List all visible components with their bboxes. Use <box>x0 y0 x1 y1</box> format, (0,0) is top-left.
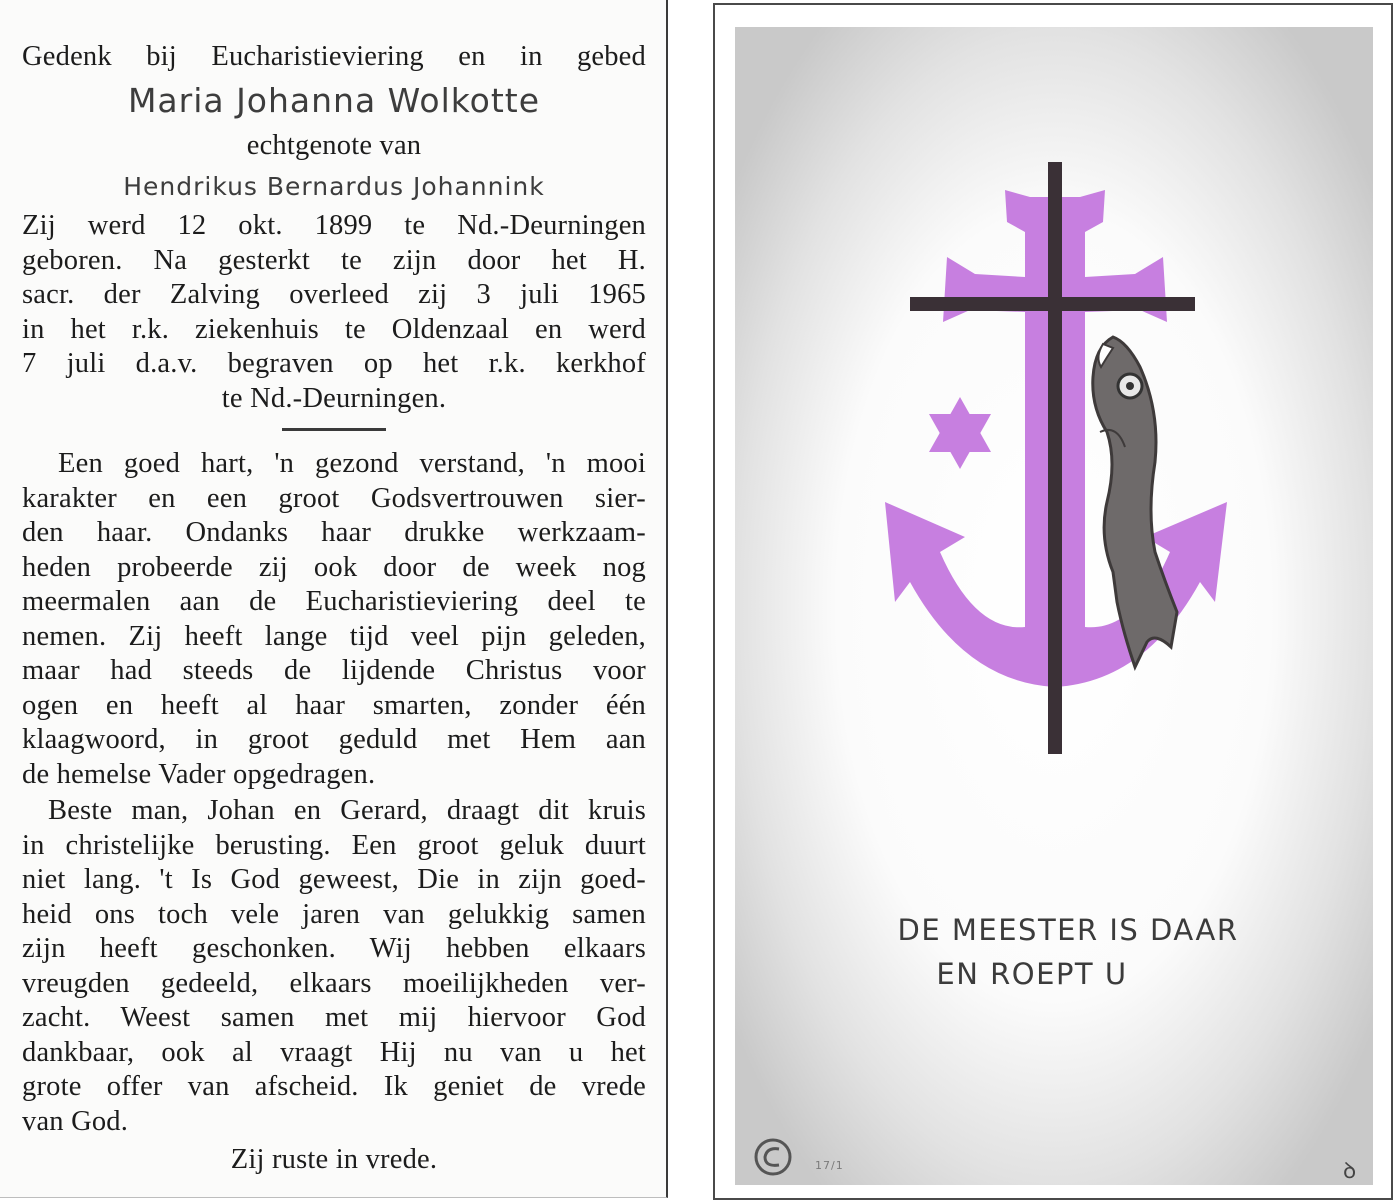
bio-line: Zij werd 12 okt. 1899 te Nd.-Deurningen <box>22 210 646 241</box>
header-line: Gedenk bij Eucharistieviering en in gebed <box>22 41 646 72</box>
bio-line: geboren. Na gesterkt te zijn door het H. <box>22 244 646 276</box>
closing-line: Zij ruste in vrede. <box>230 1144 438 1175</box>
paragraph-line: meermalen aan de Eucharistieviering deel te <box>22 586 646 617</box>
fish-icon <box>1093 337 1177 667</box>
biography <box>22 209 646 416</box>
spouse-name: Hendrikus Bernardus Johannink <box>123 172 545 201</box>
spouse-intro: echtgenote van <box>246 129 422 161</box>
artist-monogram: ꝺ <box>1343 1159 1357 1184</box>
memorial-card-text-side <box>0 0 668 1198</box>
paragraph-line: klaagwoord, in groot geduld met Hem aan <box>22 724 646 755</box>
paragraph-line: in christelijke berusting. Een groot geluk duurt <box>22 829 646 861</box>
memorial-card-picture-side <box>713 3 1393 1200</box>
paragraph-line: karakter en een groot Godsvertrouwen sier- <box>22 482 646 514</box>
motto-line-2: EN ROEPT U <box>936 957 1128 991</box>
paragraph-line: van God. <box>22 1105 129 1137</box>
paragraph-line: zacht. Weest samen met mij hiervoor God <box>22 1002 646 1033</box>
anchor-cross-fish-emblem <box>855 162 1255 762</box>
publisher-mark-icon <box>753 1137 793 1177</box>
bio-line: in het r.k. ziekenhuis te Oldenzaal en werd <box>22 313 646 345</box>
paragraph-line: grote offer van afscheid. Ik geniet de vrede <box>22 1071 646 1102</box>
divider-rule <box>282 428 386 431</box>
vignette-background <box>735 27 1373 1185</box>
paragraph-line: niet lang. 't Is God geweest, Die in zijn goed- <box>22 864 646 895</box>
paragraph-line: Een goed hart, 'n gezond verstand, 'n mooi <box>58 448 646 479</box>
paragraph-line: ogen en heeft al haar smarten, zonder één <box>22 689 646 721</box>
bio-line: sacr. der Zalving overleed zij 3 juli 1965 <box>22 279 646 310</box>
motto-line-1: DE MEESTER IS DAAR <box>897 913 1239 947</box>
paragraph-line: heid ons toch vele jaren van gelukkig samen <box>22 898 646 930</box>
bio-line: 7 juli d.a.v. begraven op het r.k. kerkhof <box>22 348 646 379</box>
bio-line: te Nd.-Deurningen. <box>221 382 447 414</box>
paragraph-line: Beste man, Johan en Gerard, draagt dit kruis <box>48 795 646 826</box>
paragraph-line: den haar. Ondanks haar drukke werkzaam- <box>22 517 646 548</box>
paragraph-character <box>22 447 646 792</box>
print-code: 17/1 <box>815 1159 844 1172</box>
paragraph-line: de hemelse Vader opgedragen. <box>22 758 376 790</box>
paragraph-line: vreugden gedeeld, elkaars moeilijkheden ver- <box>22 967 646 999</box>
paragraph-line: maar had steeds de lijdende Christus voor <box>22 655 646 686</box>
paragraph-line: nemen. Zij heeft lange tijd veel pijn geleden, <box>22 620 646 652</box>
memorial-text-block <box>22 40 646 1178</box>
paragraph-farewell <box>22 794 646 1139</box>
star-of-david-icon <box>929 397 991 469</box>
paragraph-line: heden probeerde zij ook door de week nog <box>22 551 646 583</box>
deceased-name: Maria Johanna Wolkotte <box>127 80 541 120</box>
paragraph-line: zijn heeft geschonken. Wij hebben elkaars <box>22 933 646 964</box>
paragraph-line: dankbaar, ook al vraagt Hij nu van u het <box>22 1036 646 1068</box>
